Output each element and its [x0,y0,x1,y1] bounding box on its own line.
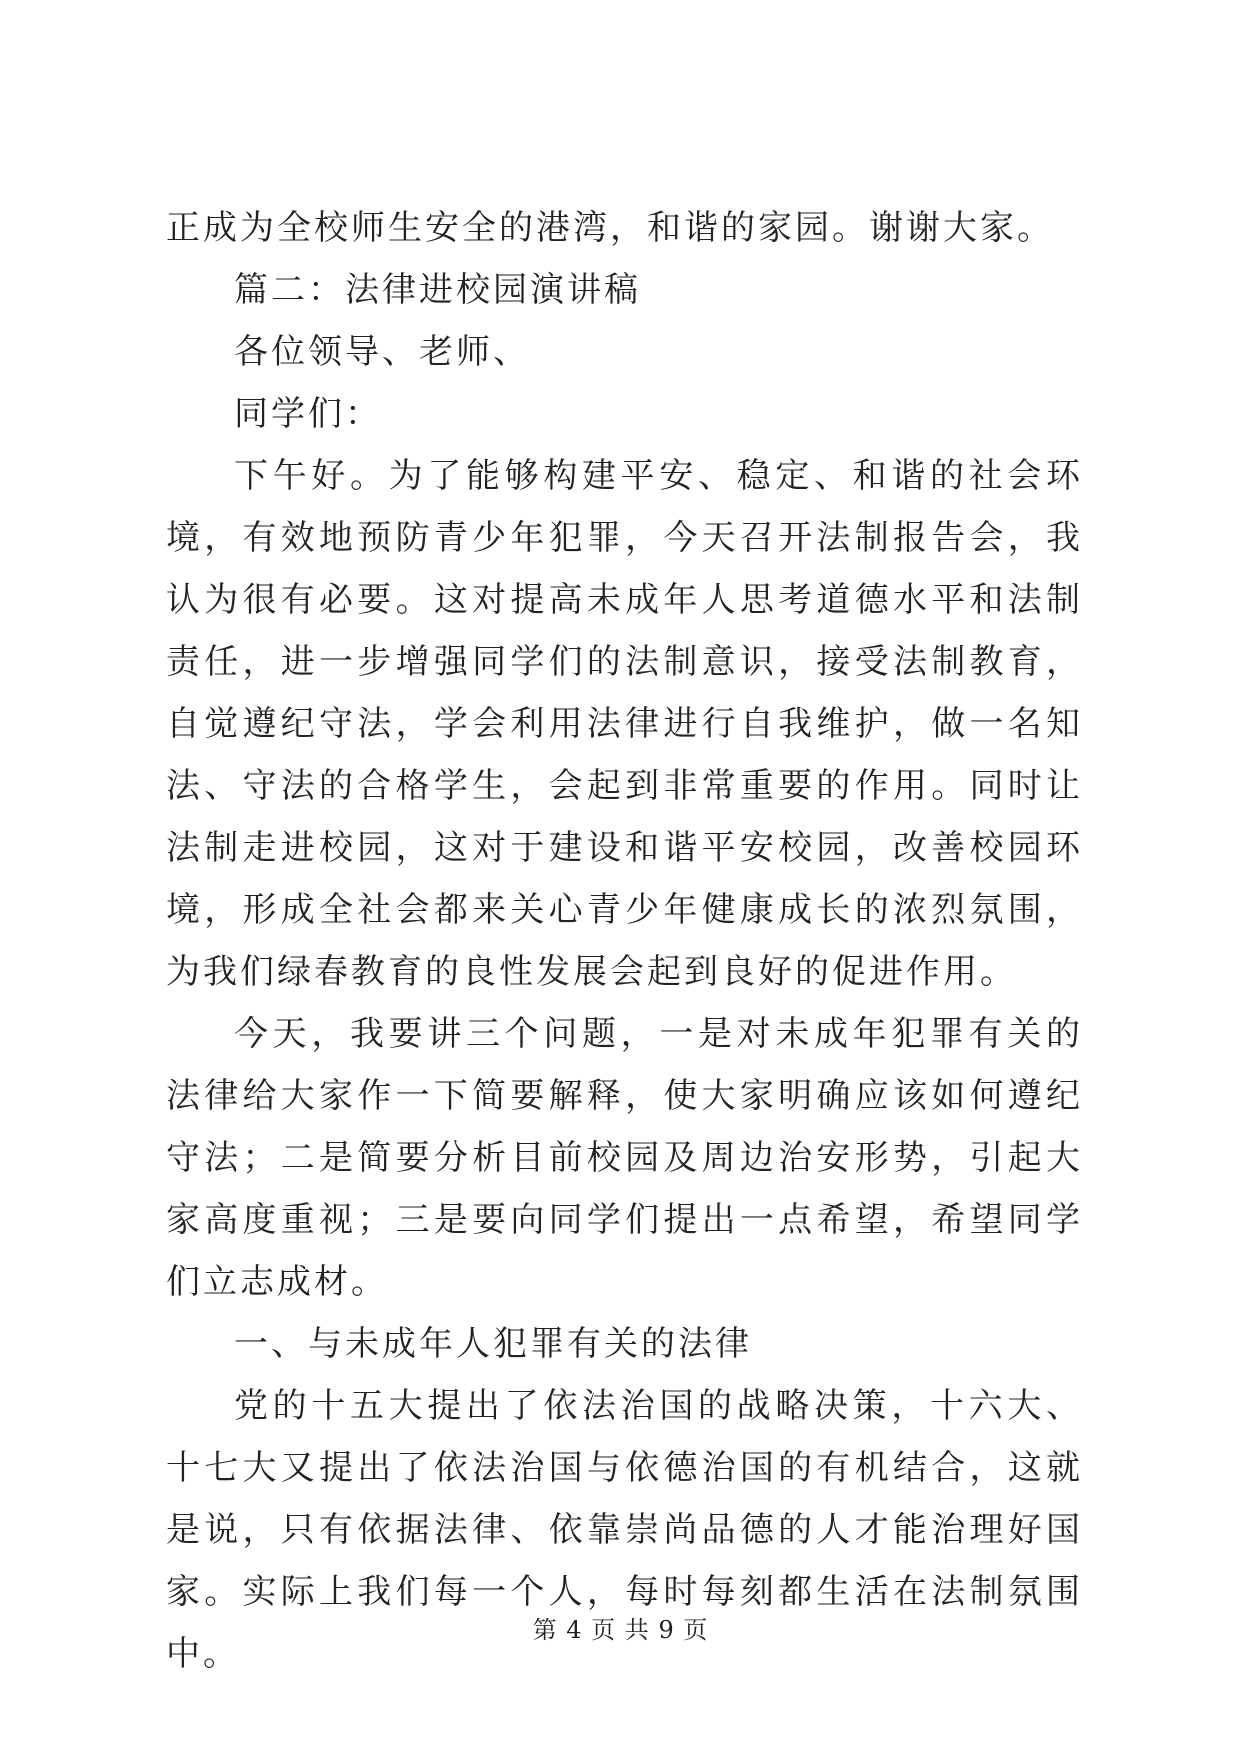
page-number-footer: 第 4 页 共 9 页 [532,1616,709,1644]
section-title: 篇二：法律进校园演讲稿 [234,270,641,310]
salutation-line-2: 同学们： [234,394,382,434]
subsection-heading: 一、与未成年人犯罪有关的法律 [234,1324,752,1364]
paragraph-continuation: 正成为全校师生安全的港湾，和谐的家园。谢谢大家。 [166,208,1054,248]
paragraph-agenda: 今天，我要讲三个问题，一是对未成年犯罪有关的法律给大家作一下简要解释，使大家明确应该如何遵纪守法；二是简要分析目前校园及周边治安形势，引起大家高度重视；三是要向同学们提出一点希望，希望同学们立志成材。 [166,1014,1083,1302]
paragraph-opening: 下午好。为了能够构建平安、稳定、和谐的社会环境，有效地预防青少年犯罪，今天召开法制报告会，我认为很有必要。这对提高未成年人思考道德水平和法制责任，进一步增强同学们的法制意识，接受法制教育，自觉遵纪守法，学会利用法律进行自我维护，做一名知法、守法的合格学生，会起到非常重要的作用。同时让法制走进校园，这对于建设和谐平安校园，改善校园环境，形成全社会都来关心青少年健康成长的浓烈氛围，为我们绿春教育的良性发展会起到良好的促进作用。 [166,456,1083,992]
salutation-line-1: 各位领导、老师、 [234,332,530,372]
paragraph-law: 党的十五大提出了依法治国的战略决策，十六大、十七大又提出了依法治国与依德治国的有机结合，这就是说，只有依据法律、依靠崇尚品德的人才能治理好国家。实际上我们每一个人，每时每刻都生活在法制氛围中。 [166,1386,1083,1674]
document-body [166,197,1083,1685]
